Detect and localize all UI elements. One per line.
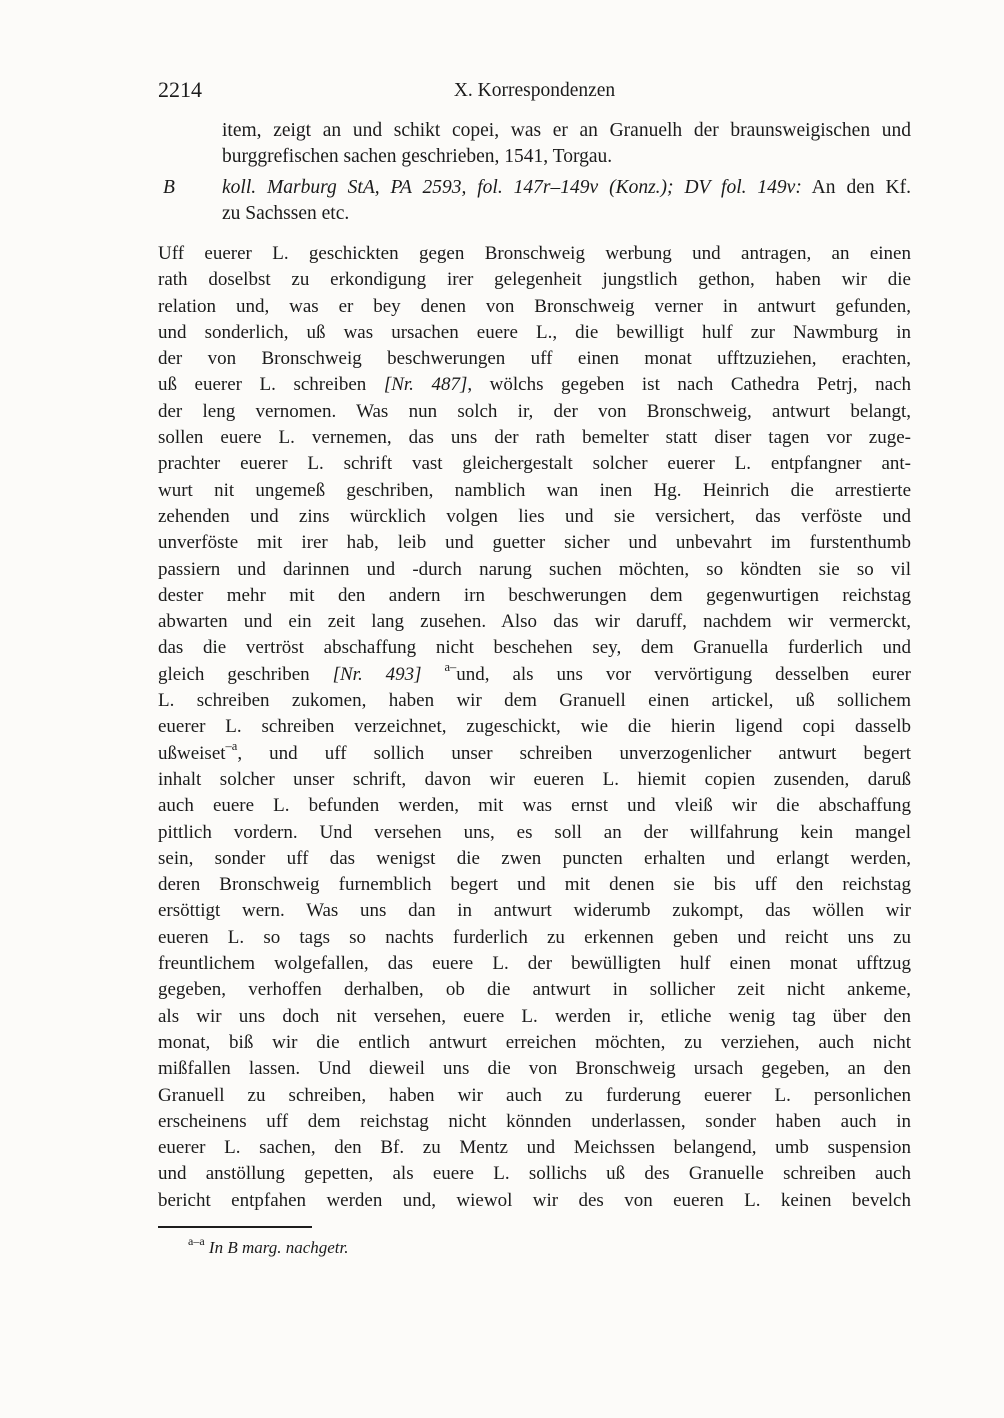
text-segment: der von Bronschweig beschwerungen uff einen monat ufftzuziehen, erachten, [158,348,911,370]
body-text-line [158,662,911,688]
text-segment: Uff euerer L. geschickten gegen Bronschweig werbung und antragen, an einen [158,243,911,264]
body-text-line [158,951,911,977]
text-segment: und sonderlich, uß was ursachen euere L., die bewilligt hulf zur Nawmburg in [158,321,911,343]
text-segment: ersöttigt wern. Was uns dan in antwurt widerumb zukompt, das wöllen wir [158,900,911,922]
footnote-line [158,1236,911,1260]
text-segment: und, als uns vor vervörtigung desselben eurer [456,663,911,685]
text-segment: , wölchs gegeben ist nach Cathedra Petrj, nach [467,374,912,396]
text-segment: ußweiset [158,742,226,764]
text-segment: rath doselbst zu erkondigung irer gelegenheit jungstlich gethon, haben wir die [158,269,911,291]
siglum-reference [222,175,911,227]
text-segment: und anstöllung gepetten, als euere L. sollichs uß des Granuelle schreiben auch [158,1163,911,1185]
text-segment: L. schreiben zukomen, haben wir dem Granuell einen artickel, uß sollichem [158,690,911,712]
regest-paragraph [222,118,911,170]
body-text-line [158,898,911,924]
running-title: X. Korrespondenzen [453,80,616,101]
body-text-line [158,1004,911,1030]
body-text-line [158,1030,911,1056]
text-segment: auch euere L. befunden werden, mit was ernst und vleiß wir die abschaffung [158,795,911,817]
body-text-line [158,1083,911,1109]
body-text-line [158,504,911,530]
body-text-line [158,1056,911,1082]
body-text-line [158,635,911,661]
text-segment: mißfallen lassen. Und dieweil uns die von Bronschweig ursach gegeben, an den [158,1058,911,1080]
text-segment: euerer L. schreiben verzeichnet, zugeschickt, wie die hierin ligend copi dasselb [158,716,911,738]
body-text-line [158,1161,911,1187]
siglum-line [222,175,911,201]
text-segment: erscheinens uff dem reichstag nicht könnden underlassen, sonder haben auch in [158,1110,911,1132]
text-segment: , und uff sollich unser schreiben unverzogenlicher antwurt begert [237,742,911,764]
body-text-line [158,346,911,372]
text-segment: prachter euerer L. schrift vast gleichergestalt solcher euerer L. entpfangner ant- [158,453,911,475]
text-segment: wurt nit ungemeß geschriben, namblich wan inen Hg. Heinrich die arrestierte [158,479,911,501]
footnote-paragraph [158,1236,911,1260]
body-text-line [158,793,911,819]
text-segment: [Nr. 487] [383,374,468,396]
body-text-line [158,583,911,609]
body-text-line [158,820,911,846]
text-segment: Granuell zu schreiben, haben wir auch zu furderung euerer L. personlichen [158,1084,911,1106]
body-text-line [158,714,911,740]
text-segment: relation und, was er bey denen von Bronschweig verner in antwurt gefunden, [158,295,911,317]
body-text-line [158,1135,911,1161]
body-text-line [158,846,911,872]
body-text-line [158,688,911,714]
body-text-line [158,609,911,635]
body-text-line [158,372,911,398]
siglum-label: B [163,177,175,198]
text-segment: zu Sachssen etc. [222,203,350,224]
body-text-line [158,425,911,451]
text-segment: das die vertröst abschaffung nicht beschehen sey, dem Granuella furderlich und [158,637,911,659]
text-segment: An den Kf. [801,177,911,198]
text-segment: der leng vernomen. Was nun solch ir, der von Bronschweig, antwurt belangt, [158,400,911,422]
text-segment: abwarten und ein zeit lang zusehen. Also das wir daruff, nachdem wir vermerckt, [158,611,911,633]
text-segment: als wir uns doch nit versehen, euere L. werden ir, etliche wenig tag über den [158,1005,911,1027]
body-text-line [158,399,911,425]
body-text-line [158,1109,911,1135]
body-paragraph [158,241,911,1214]
text-segment: zehenden und zins würcklich volgen lies und sie versichert, das verföste und [158,505,911,527]
body-text-line [158,872,911,898]
footnote-marker: a– [444,660,457,675]
text-segment: gleich geschriben [158,663,333,685]
text-segment: freuntlichem wolgefallen, das euere L. der bewülligten hulf einen monat ufftzug [158,953,911,975]
text-segment: In B marg. nachgetr. [208,1238,349,1257]
text-segment: monat, biß wir die entlich antwurt erreichen möchten, zu verziehen, auch nicht [158,1031,911,1053]
text-segment: dester mehr mit den andern irn beschwerungen dem gegenwurtigen reichstag [158,584,911,606]
body-text-line [158,267,911,293]
regest-line [222,118,911,144]
body-text-line [158,530,911,556]
body-text-line [158,741,911,767]
regest-line [222,144,911,170]
text-segment: deren Bronschweig furnemblich begert und mit denen sie bis uff den reichstag [158,874,911,896]
text-segment: gegeben, verhoffen derhalben, ob die antwurt in sollicher zeit nicht ankeme, [158,979,911,1001]
page-number: 2214 [158,77,202,102]
text-segment: pittlich vordern. Und versehen uns, es soll an der willfahrung kein mangel [158,821,911,843]
page-header [158,76,911,104]
text-segment: unverföste mit irer hab, leib und guetter sicher und unbevahrt im furstenthumb [158,532,911,554]
body-text-line [158,451,911,477]
body-text-line [158,294,911,320]
body-text-line [158,320,911,346]
footnote-marker: a–a [188,1234,205,1249]
text-segment: sein, sonder uff das wenigst die zwen puncten erhalten und erlangt werden, [158,847,911,869]
text-segment: sollen euere L. vernemen, das uns der rath bemelter statt diser tagen vor zuge- [158,427,911,449]
body-text-line [158,557,911,583]
body-text-line [158,478,911,504]
siglum-row [158,175,911,227]
text-segment: burggrefischen sachen geschrieben, 1541, Torgau. [222,146,613,167]
text-segment [422,664,445,685]
body-text-line [158,1188,911,1214]
body-text-line [158,767,911,793]
body-text-line [158,241,911,267]
text-segment: uß euerer L. schreiben [158,374,384,396]
text-segment: [Nr. 493] [332,663,422,685]
text-segment: inhalt solcher unser schrift, davon wir eueren L. hiemit copien zusenden, daruß [158,768,911,790]
text-segment: bericht entpfahen werden und, wiewol wir des von eueren L. keinen bevelch [158,1189,911,1211]
footnote-separator [158,1226,312,1228]
text-segment: passiern und darinnen und -durch narung suchen möchten, so köndten sie so vil [158,558,911,580]
text-segment: koll. Marburg StA, PA 2593, fol. 147r–149v (Konz.); DV fol. 149v: [222,177,802,198]
siglum-line [222,201,911,227]
text-segment: item, zeigt an und schikt copei, was er an Granuelh der braunsweigischen und [222,120,911,141]
body-text-line [158,925,911,951]
body-text-line [158,977,911,1003]
text-segment: eueren L. so tags so nachts furderlich zu erkennen geben und reicht uns zu [158,926,911,948]
footnote-marker: –a [225,739,238,754]
text-segment: euerer L. sachen, den Bf. zu Mentz und Meichssen belangend, umb suspension [158,1137,911,1159]
